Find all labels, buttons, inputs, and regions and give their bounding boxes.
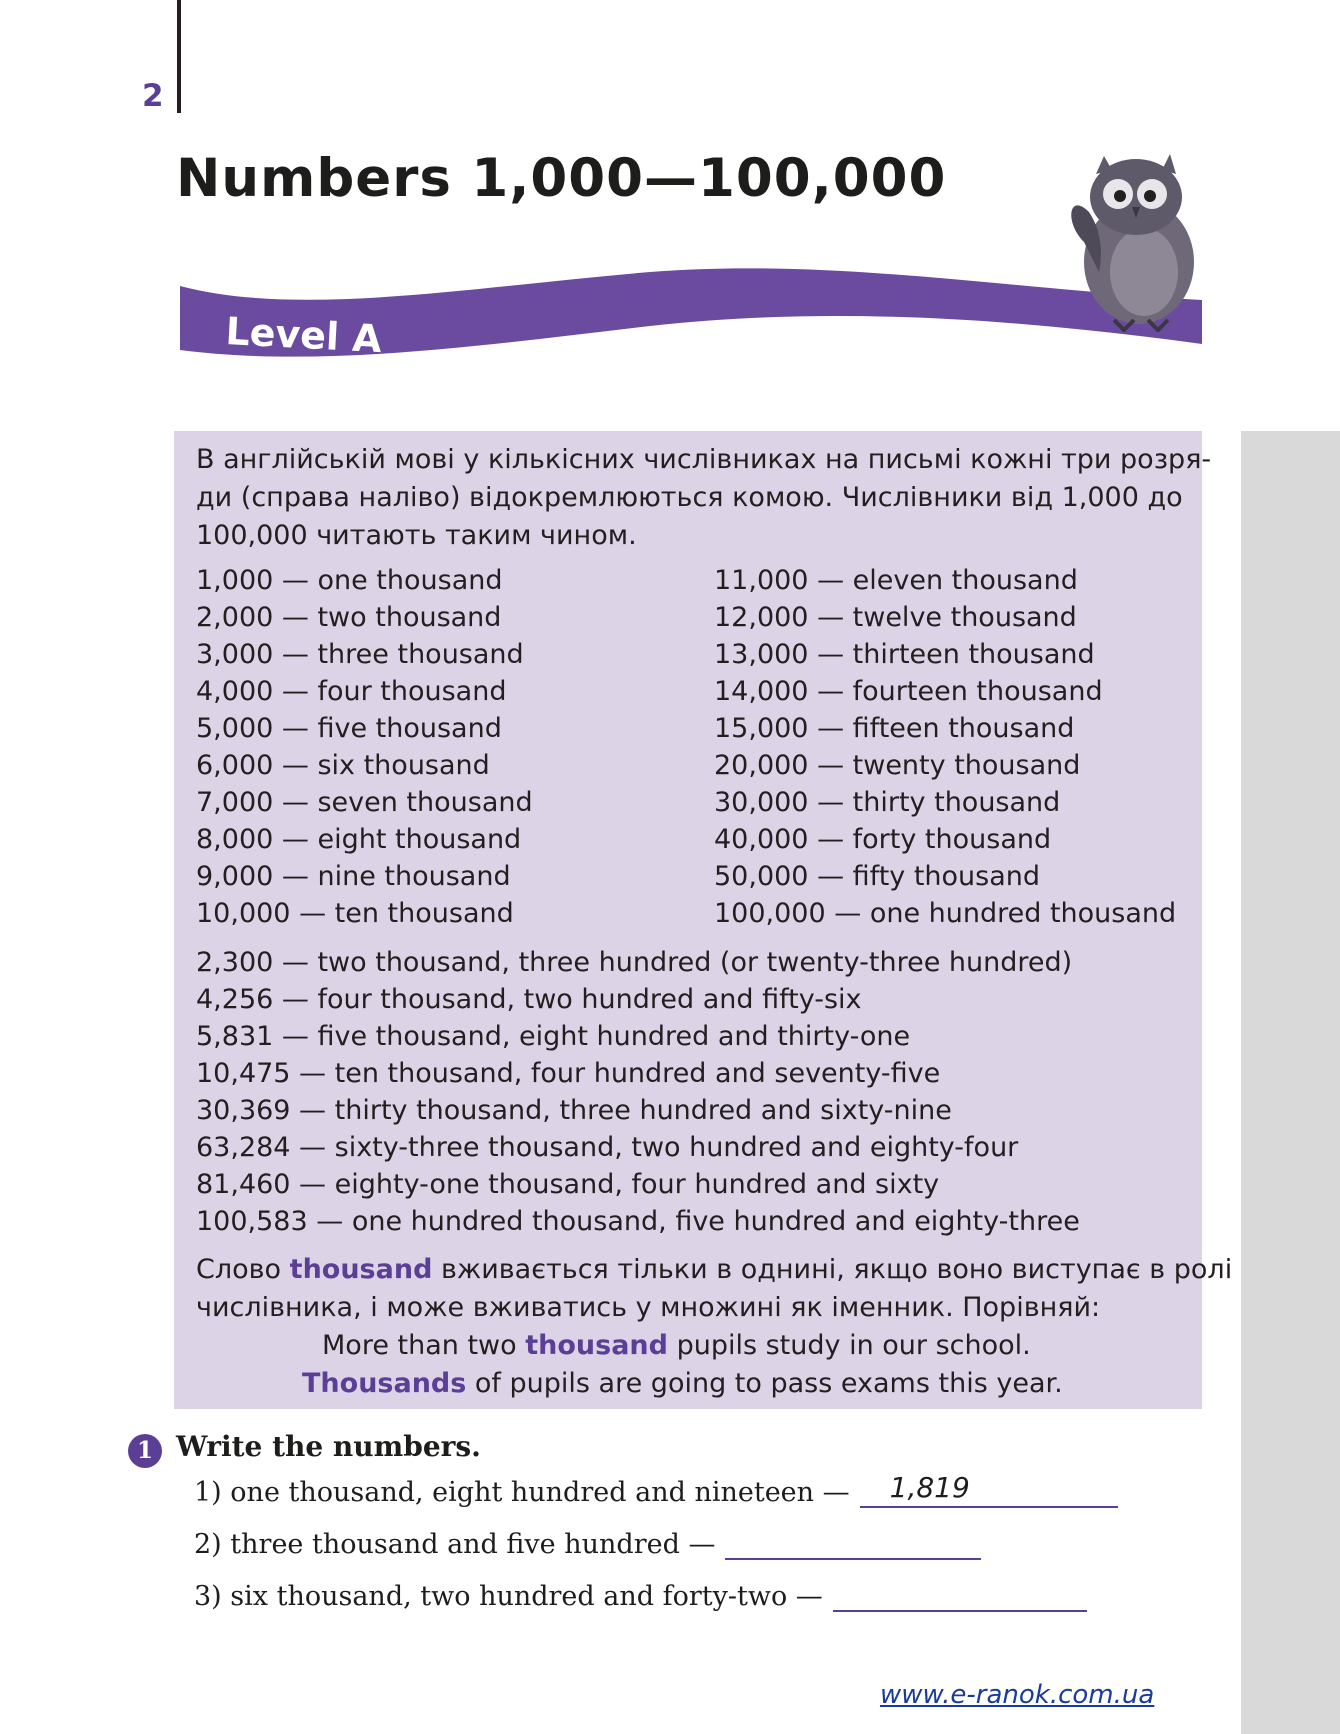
number-row: 5,000 — five thousand <box>196 713 502 744</box>
compound-example: 2,300 — two thousand, three hundred (or twenty-three hundred) <box>196 947 1073 978</box>
exercise-number-badge: 1 <box>128 1434 162 1468</box>
number-row: 8,000 — eight thousand <box>196 824 522 855</box>
intro-line: 100,000 читають таким чином. <box>196 520 637 551</box>
note-line: Слово thousand вживається тільки в однині, якщо воно виступає в ролі <box>196 1254 1233 1285</box>
compound-example: 63,284 — sixty-three thousand, two hundred and eighty-four <box>196 1132 1019 1163</box>
number-row: 3,000 — three thousand <box>196 639 524 670</box>
keyword: thousand <box>289 1254 433 1285</box>
footer-link[interactable]: www.e-ranok.com.ua <box>880 1680 1155 1710</box>
answer-blank[interactable] <box>833 1576 1087 1612</box>
exercise-item <box>194 1524 981 1560</box>
exercise-item-text: 1) one thousand, eight hundred and nineteen — <box>194 1477 850 1508</box>
number-row: 14,000 — fourteen thousand <box>714 676 1103 707</box>
keyword: Thousands <box>302 1368 467 1399</box>
right-margin-bar <box>1241 431 1340 1734</box>
owl-pupil-right <box>1144 190 1156 202</box>
number-row: 6,000 — six thousand <box>196 750 490 781</box>
number-row: 10,000 — ten thousand <box>196 898 514 929</box>
page-number-divider <box>177 0 181 113</box>
owl-pupil-left <box>1114 190 1126 202</box>
number-row: 50,000 — fifty thousand <box>714 861 1041 892</box>
owl-illustration <box>1044 152 1204 332</box>
compound-example: 5,831 — five thousand, eight hundred and thirty-one <box>196 1021 911 1052</box>
number-row: 12,000 — twelve thousand <box>714 602 1077 633</box>
compound-example: 100,583 — one hundred thousand, five hundred and eighty-three <box>196 1206 1080 1237</box>
exercise-instruction: Write the numbers. <box>176 1430 481 1463</box>
number-row: 40,000 — forty thousand <box>714 824 1052 855</box>
keyword: thousand <box>525 1330 668 1361</box>
page-number: 2 <box>142 78 164 114</box>
number-row: 1,000 — one thousand <box>196 565 503 596</box>
level-label: Level A <box>224 309 383 362</box>
answer-blank[interactable] <box>725 1524 981 1560</box>
compound-example: 81,460 — eighty-one thousand, four hundred and sixty <box>196 1169 940 1200</box>
number-row: 30,000 — thirty thousand <box>714 787 1061 818</box>
compound-example: 4,256 — four thousand, two hundred and fifty-six <box>196 984 862 1015</box>
page-title: Numbers 1,000—100,000 <box>176 148 947 209</box>
exercise-item <box>194 1472 1118 1508</box>
example-sentence: Thousands of pupils are going to pass exams this year. <box>302 1368 1063 1399</box>
number-row: 7,000 — seven thousand <box>196 787 533 818</box>
number-row: 11,000 — eleven thousand <box>714 565 1078 596</box>
intro-line: В англійській мові у кількісних числівниках на письмі кожні три розря- <box>196 444 1212 475</box>
note-line: числівника, і може вживатись у множині як іменник. Порівняй: <box>196 1292 1101 1323</box>
owl-belly <box>1110 228 1178 316</box>
number-row: 9,000 — nine thousand <box>196 861 511 892</box>
intro-line: ди (справа наліво) відокремлюються комою. Числівники від 1,000 до <box>196 482 1183 513</box>
exercise-item <box>194 1576 1087 1612</box>
example-sentence: More than two thousand pupils study in our school. <box>322 1330 1031 1361</box>
compound-example: 30,369 — thirty thousand, three hundred and sixty-nine <box>196 1095 952 1126</box>
compound-example: 10,475 — ten thousand, four hundred and seventy-five <box>196 1058 941 1089</box>
answer-blank[interactable] <box>860 1472 1118 1508</box>
exercise-item-text: 3) six thousand, two hundred and forty-two — <box>194 1581 823 1612</box>
number-row: 20,000 — twenty thousand <box>714 750 1081 781</box>
number-row: 4,000 — four thousand <box>196 676 507 707</box>
number-row: 15,000 — fifteen thousand <box>714 713 1075 744</box>
number-row: 2,000 — two thousand <box>196 602 502 633</box>
answer-value: 1,819 <box>889 1471 970 1504</box>
number-row: 13,000 — thirteen thousand <box>714 639 1095 670</box>
number-row: 100,000 — one hundred thousand <box>714 898 1177 929</box>
exercise-item-text: 2) three thousand and five hundred — <box>194 1529 716 1560</box>
